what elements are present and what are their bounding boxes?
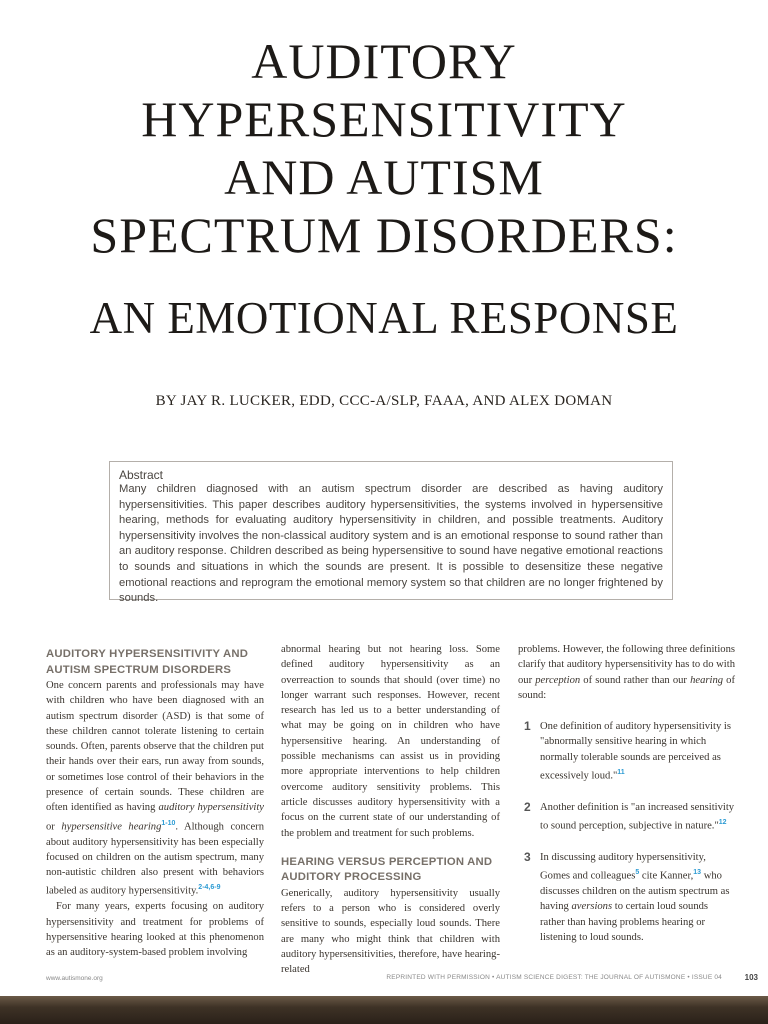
abstract-box (109, 461, 673, 605)
article-subtitle: AN EMOTIONAL RESPONSE (89, 293, 679, 343)
article-title (0, 32, 768, 264)
paragraph: abnormal hearing but not hearing loss. Some defined auditory hypersensitivity as an overreaction to sounds that should (over time) no longer warrant such responses. However, recent research has led us to a better understanding of what may be going on in children who have hypersensitive hearing. An understanding of possible mechanisms can assist us in providing more appropriate interventions to help children overcome auditory sensitivity problems. This article discusses auditory hypersensitivity with a focus on the current state of our understanding of the problem and treatment for such problems. (281, 644, 500, 839)
byline: BY JAY R. LUCKER, EDD, CCC-A/SLP, FAAA, AND ALEX DOMAN (155, 393, 613, 409)
footer-credit: REPRINTED WITH PERMISSION • AUTISM SCIENCE DIGEST: THE JOURNAL OF AUTISMONE • ISSUE 04 (386, 974, 722, 981)
emphasis: auditory hypersensitivity (158, 802, 264, 814)
text-run: to certain loud sounds rather than having problems hearing or listening to loud sounds. (540, 901, 709, 944)
definition-number: 2 (524, 799, 531, 814)
citation-link[interactable]: 13 (693, 869, 702, 877)
title-line: AND AUTISM (224, 149, 544, 205)
text-run: One definition of auditory hypersensitivity is "abnormally sensitive hearing in which normally tolerable sounds are perceived as excessively loud." (540, 721, 731, 782)
citation-link[interactable]: 12 (718, 819, 727, 827)
emphasis: hearing (690, 674, 724, 686)
paragraph: Generically, auditory hypersensitivity usually refers to a person who is considered overly sensitive to sounds, especially loud sounds. There are many who might think that children with auditory hypersensitivities, therefore, have hearing-related (281, 887, 500, 976)
text-run: of sound: (518, 674, 735, 701)
section-heading: HEARING VERSUS PERCEPTION AND AUDITORY PROCESSING (281, 855, 493, 884)
citation-link[interactable]: 2-4,6-9 (198, 884, 221, 892)
column-1 (46, 647, 264, 960)
definition-number: 1 (524, 719, 531, 734)
text-run: One concern parents and professionals may have with children who have been diagnosed with an autism spectrum disorder (ASD) is that some of these children cannot tolerate listening to certain sounds. Often, parents observe that the children put their hands over their ears, run away from sounds, or sometimes lose control of their behaviors in the presence of certain sounds. These children are often identified as having (46, 680, 264, 814)
abstract-heading: Abstract (119, 468, 164, 482)
paragraph: For many years, experts focusing on auditory hypersensitivity and treatment for problems of hypersensitive hearing looked at this phenomenon as an auditory-system-based problem involving (46, 901, 264, 959)
emphasis: aversions (571, 901, 613, 913)
title-line: HYPERSENSITIVITY (141, 91, 627, 147)
text-run: Another definition is "an increased sensitivity to sound perception, subjective in nature." (540, 801, 735, 832)
text-run: . (175, 821, 179, 833)
text-run: cite Kanner, (641, 870, 694, 882)
title-line: SPECTRUM DISORDERS: (90, 207, 678, 263)
footer-url[interactable]: www.autismone.org (46, 975, 103, 982)
citation-link[interactable]: 1-10 (161, 819, 176, 827)
citation-link[interactable]: 11 (617, 769, 625, 777)
page-number: 103 (744, 973, 758, 982)
citation-link[interactable]: 5 (635, 869, 640, 877)
paragraph (518, 642, 735, 703)
definition-item (518, 800, 735, 834)
text-run: In discussing auditory hypersensitivity, Gomes and colleagues (540, 852, 706, 882)
definition-item (518, 719, 735, 784)
text-run: who discusses children on the autism spectrum as having (540, 870, 730, 913)
paragraph (46, 678, 264, 899)
section-heading: AUDITORY HYPERSENSITIVITY AND AUTISM SPECTRUM DISORDERS (46, 648, 249, 676)
title-line: AUDITORY (251, 33, 517, 89)
text-run: of sound rather than our (583, 674, 687, 686)
emphasis: perception (535, 674, 581, 686)
desk-edge (0, 996, 768, 1024)
column-3 (518, 642, 735, 945)
emphasis: hypersensitive hearing (61, 821, 162, 833)
text-run: or (46, 821, 55, 833)
definition-item (518, 850, 735, 945)
definition-number: 3 (524, 850, 531, 865)
text-run: Although concern about auditory hypersensitivity has been especially focused on children on the autism spectrum, many non-autistic children also present with behaviors labeled as auditory hypersensitivity. (46, 821, 264, 897)
abstract-text: Many children diagnosed with an autism spectrum disorder are described as having auditory hypersensitivities. This paper describes auditory hypersensitivities, the systems involved in hypersensitive hearing, methods for evaluating auditory hypersensitivity in children, and possible treatments. Auditory hypersensitivity involves the non-classical auditory system and is an emotional response to sound rather than an auditory response. Children described as being hypersensitive to sound have negative emotional reactions to sounds and situations in which the sounds are present. It is possible to desensitize these negative emotional reactions and reprogram the emotional memory system so that children are no longer frightened by sounds. (119, 483, 663, 605)
text-run: problems. However, the following three definitions clarify that auditory hypersensitivity has to do with our (518, 644, 735, 686)
column-2 (281, 642, 500, 978)
